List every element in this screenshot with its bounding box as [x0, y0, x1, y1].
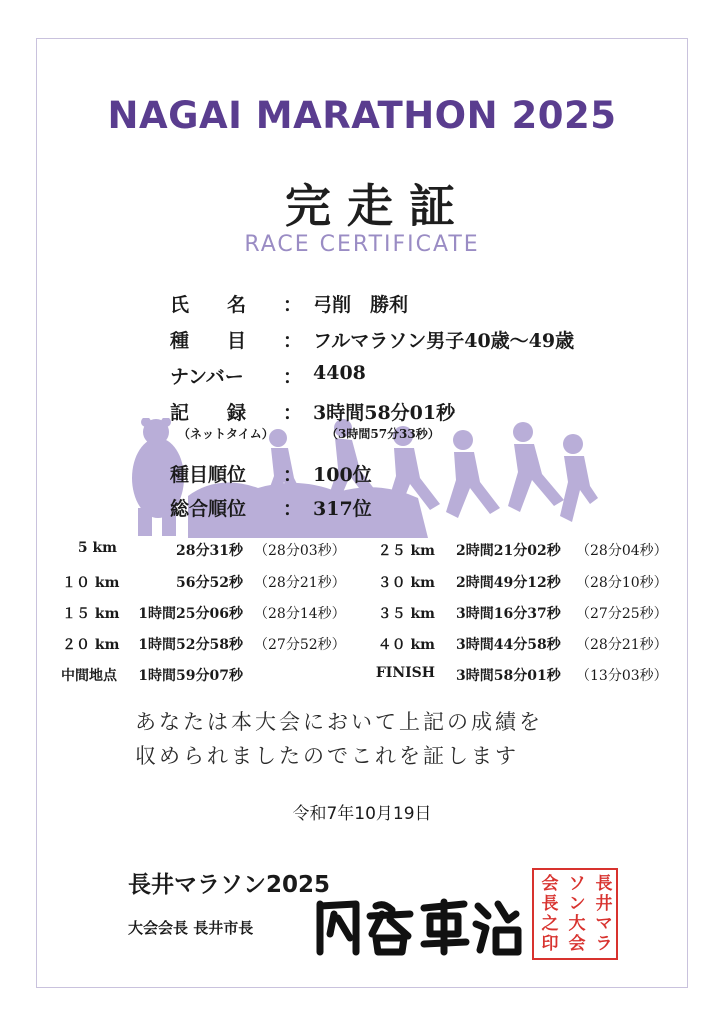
split-time: 2時間21分02秒: [456, 543, 561, 559]
split-lap: （27分25秒）: [576, 606, 668, 622]
split-point: FINISH: [375, 665, 435, 681]
president-title: 大会会長 長井市長: [128, 919, 254, 937]
split-lap: （28分21秒）: [254, 575, 346, 591]
split-point: 5 km: [77, 540, 117, 556]
net-time-value: （3時間57分33秒）: [326, 427, 440, 441]
colon: ：: [283, 366, 303, 388]
split-point: １０ km: [62, 575, 120, 591]
record-value: 3時間58分01秒: [313, 402, 456, 424]
split-time: 3時間44分58秒: [456, 637, 561, 653]
colon: ：: [283, 464, 303, 486]
seal-column: 会 長 之 印: [541, 874, 559, 954]
split-point: 中間地点: [61, 668, 117, 684]
number-label: ナンバー: [170, 366, 244, 388]
signature: [312, 894, 524, 958]
split-lap: （28分04秒）: [576, 543, 668, 559]
split-time: 1時間59分07秒: [138, 668, 243, 684]
split-lap: （27分52秒）: [254, 637, 346, 653]
split-time: 56分52秒: [176, 575, 243, 591]
overall-rank-value: 317位: [313, 498, 372, 520]
colon: ：: [283, 402, 303, 424]
seal-column: ソ ン 大 会: [568, 874, 586, 954]
split-point: ３５ km: [377, 606, 435, 622]
colon: ：: [283, 330, 303, 352]
colon: ：: [283, 498, 303, 520]
split-time: 28分31秒: [176, 543, 243, 559]
record-label: 記 録: [170, 402, 247, 424]
certification-message-line1: あなたは本大会において上記の成績を: [135, 710, 543, 734]
event-title: NAGAI MARATHON 2025: [107, 94, 617, 137]
split-lap: （13分03秒）: [576, 668, 668, 684]
colon: ：: [283, 294, 303, 316]
issue-date: 令和7年10月19日: [292, 804, 432, 824]
split-time: 3時間16分37秒: [456, 606, 561, 622]
split-point: ２０ km: [62, 637, 120, 653]
split-point: ３０ km: [377, 575, 435, 591]
certificate-subtitle: RACE CERTIFICATE: [244, 232, 480, 257]
name-label: 氏 名: [170, 294, 247, 316]
split-point: ２５ km: [377, 543, 435, 559]
certification-message-line2: 収められましたのでこれを証します: [135, 744, 519, 768]
split-lap: （28分21秒）: [576, 637, 668, 653]
official-seal: [532, 868, 618, 960]
net-time-label: （ネットタイム）: [178, 427, 274, 441]
split-point: １５ km: [62, 606, 120, 622]
name-value: 弓削 勝利: [313, 294, 409, 316]
split-point: ４０ km: [377, 637, 435, 653]
split-time: 3時間58分01秒: [456, 668, 561, 684]
split-time: 1時間52分58秒: [138, 637, 243, 653]
split-time: 1時間25分06秒: [138, 606, 243, 622]
seal-column: 長 井 マ ラ: [595, 874, 613, 954]
overall-rank-label: 総合順位: [170, 498, 247, 520]
split-lap: （28分03秒）: [254, 543, 346, 559]
split-lap: （28分14秒）: [254, 606, 346, 622]
category-rank-value: 100位: [313, 464, 372, 486]
category-label: 種 目: [170, 330, 247, 352]
category-value: フルマラソン男子40歳～49歳: [313, 330, 575, 352]
organizer-name: 長井マラソン2025: [128, 872, 331, 898]
category-rank-label: 種目順位: [170, 464, 247, 486]
split-time: 2時間49分12秒: [456, 575, 561, 591]
certificate-title: 完走証: [285, 179, 471, 233]
split-lap: （28分10秒）: [576, 575, 668, 591]
bib-number-value: 4408: [313, 362, 366, 384]
